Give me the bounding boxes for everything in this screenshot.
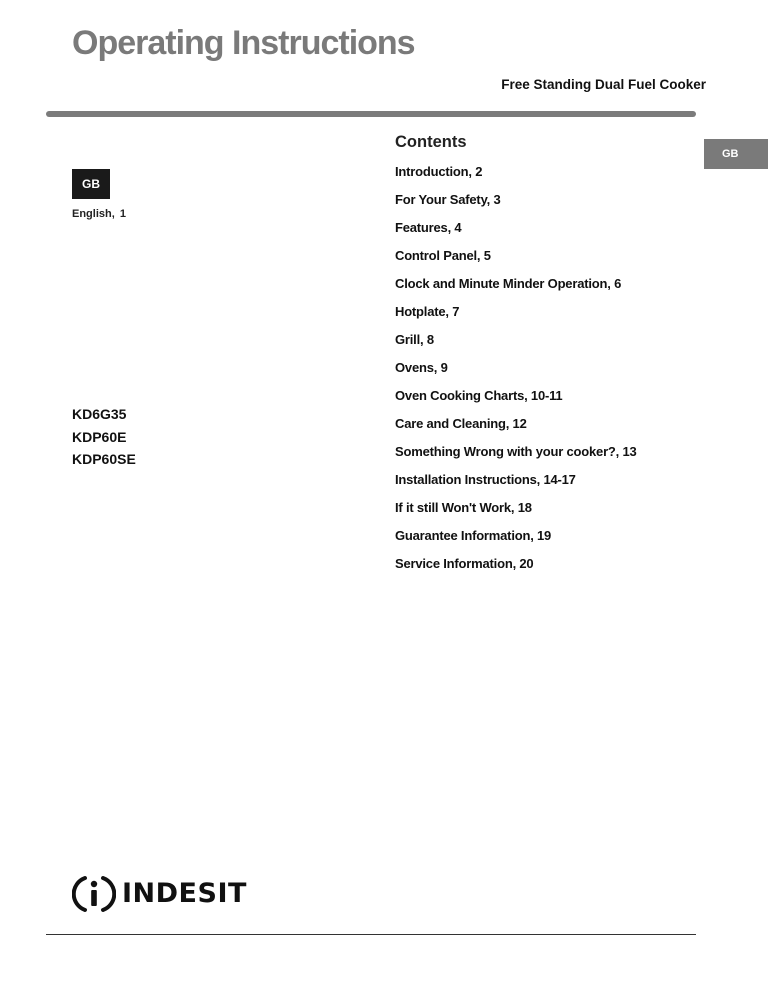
model-list: [72, 403, 136, 471]
indesit-logo: [72, 873, 247, 915]
language-side-tab: GB: [704, 139, 768, 169]
toc-item-clock[interactable]: Clock and Minute Minder Operation, 6: [395, 276, 622, 291]
toc-item-still-wont-work[interactable]: If it still Won't Work, 18: [395, 500, 532, 515]
page-title: Operating Instructions: [72, 24, 415, 62]
toc-item-hotplate[interactable]: Hotplate, 7: [395, 304, 460, 319]
toc-item-control-panel[interactable]: Control Panel, 5: [395, 248, 491, 263]
product-subtitle: Free Standing Dual Fuel Cooker: [501, 77, 706, 92]
indesit-i-logo-icon: [72, 873, 116, 915]
toc-item-service[interactable]: Service Information, 20: [395, 556, 534, 571]
footer-divider: [46, 934, 696, 935]
header-divider: [46, 111, 696, 117]
table-of-contents: [395, 160, 637, 580]
toc-item-introduction[interactable]: Introduction, 2: [395, 164, 483, 179]
language-link-english[interactable]: English, 1: [72, 208, 126, 220]
toc-item-safety[interactable]: For Your Safety, 3: [395, 192, 501, 207]
contents-heading: Contents: [395, 133, 467, 151]
toc-item-troubleshooting[interactable]: Something Wrong with your cooker?, 13: [395, 444, 637, 459]
toc-item-care-cleaning[interactable]: Care and Cleaning, 12: [395, 416, 527, 431]
toc-item-oven-charts[interactable]: Oven Cooking Charts, 10-11: [395, 388, 563, 403]
toc-item-grill[interactable]: Grill, 8: [395, 332, 434, 347]
toc-item-installation[interactable]: Installation Instructions, 14-17: [395, 472, 576, 487]
language-badge: GB: [72, 169, 110, 199]
model-item: KDP60E: [72, 428, 127, 445]
toc-item-features[interactable]: Features, 4: [395, 220, 462, 235]
brand-name: INDESIT: [122, 878, 247, 909]
toc-item-guarantee[interactable]: Guarantee Information, 19: [395, 528, 552, 543]
toc-item-ovens[interactable]: Ovens, 9: [395, 360, 448, 375]
model-item: KDP60SE: [72, 451, 136, 467]
model-item: KD6G35: [72, 406, 127, 422]
